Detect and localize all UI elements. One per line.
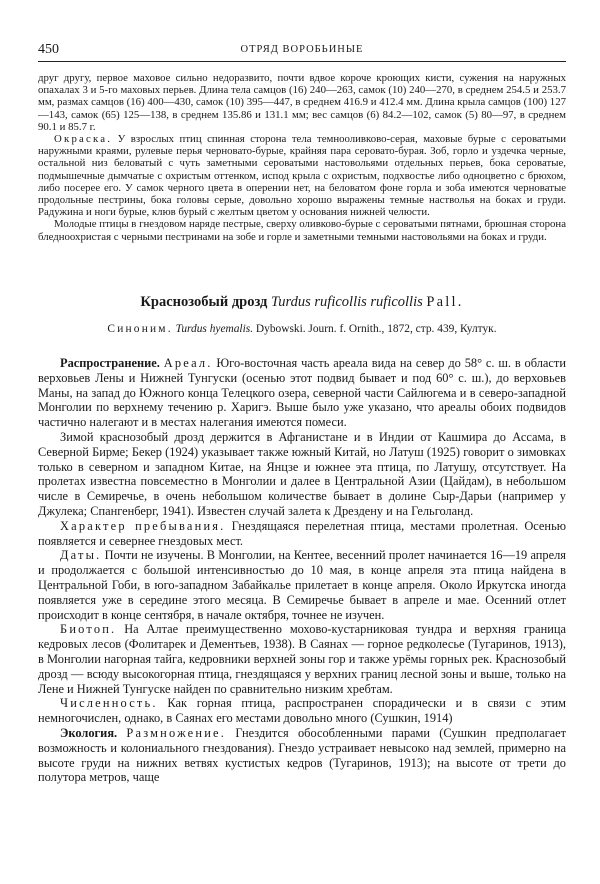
- ecology-paragraph: [38, 726, 566, 785]
- distribution-text: Юго-восточная часть ареала вида на север до 58° с. ш. в области верховьев Лены и Нижней Тунгуски (осенью этот подвид бывает и под 60° с. ш.), до верховьев Маны, на запад до Южного конца Телецкого озера, северной части Сайлюгема и в северо-западной Монголии по верхнему течению р. Харигэ. Выше было уже указано, что ареалы обоих подвидов частично налегают и в местах налегания имеются помеси.: [38, 356, 566, 430]
- coloration-paragraph: [38, 133, 566, 218]
- synonym-line: [38, 322, 566, 336]
- synonym-reference: Dybowski. Journ. f. Ornith., 1872, стр. 439, Култук.: [255, 323, 497, 335]
- species-latin-name: Turdus ruficollis ruficollis: [271, 294, 423, 310]
- header-rule: [38, 61, 566, 62]
- breeding-label: Размножение.: [126, 725, 227, 740]
- stay-label: Характер пребывания.: [60, 518, 226, 533]
- dates-label: Даты.: [60, 548, 102, 563]
- dates-text: Почти не изучены. В Монголии, на Кентее, весенний пролет начинается 16—19 апреля и продолжается с большой интенсивностью до 10 мая, в конце апреля эта птица найдена в Центральной Гоби, в юго-западном Забайкалье прилетает в конце апреля. Около Иркутска иногда появляется уже в середине этого месяца. В Семиречье бывает в апреле и мае. Осенний отлет происходит в конце сентября, в начале октября, точнее не изучен.: [38, 548, 566, 622]
- coloration-label: Окраска.: [54, 133, 113, 146]
- areal-label: Ареал.: [163, 356, 213, 370]
- synonym-name: Turdus hyemalis.: [175, 323, 254, 335]
- numbers-text: Как горная птица, распространен спорадически и в связи с этим немногочислен, однако, в Саянах его местами довольно много (Сушкин, 1914): [38, 696, 566, 726]
- page-header: [38, 40, 566, 60]
- biotope-label: Биотоп.: [60, 622, 117, 637]
- distribution-label: Распространение.: [60, 356, 160, 370]
- coloration-text: У взрослых птиц спинная сторона тела темнооливково-серая, маховые бурые с сероватыми наружными краями, рулевые перья черновато-бурые, крайняя пара серовато-бурая. Зоб, горло и уздечка черные, остальной низ беловатый с чуть заметными сероватыми настовольями отдельных перьев, бока сероватые, подмышечные дымчатые с охристым оттенком, испод крыла с охристым, подхвостье либо одноцветно с брюхом, либо посерее его. У самок черного цвета в оперении нет, на беловатом фоне горла и зоба имеются черноватые продольные пестрины, бока головы серые, довольно хорошо выражены темные настволья на боках и груди. Радужина и ноги бурые, клюв бурый с желтым цветом у основания нижней челюсти.: [38, 133, 566, 219]
- dates-paragraph: [38, 548, 566, 622]
- species-russian-name: Краснозобый дрозд: [140, 294, 268, 310]
- biotope-text: На Алтае преимущественно мохово-кустарниковая тундра и верхняя граница кедровых лесов (Фолитарек и Дементьев, 1938). В Саянах — горное редколесье (Тугаринов, 1913), в Монголии нагорная тайга, кедровники верхней зоны гор и также урёмы горных рек. Краснозобый дрозд — всюду высокогорная птица, гнездящаяся у верхних границ лесной зоны и выше, только на Лене и Нижней Тунгуске найден по сравнительно низким хребтам.: [38, 622, 566, 696]
- species-author: Pall.: [426, 294, 464, 310]
- numbers-label: Численность.: [60, 696, 158, 711]
- species-body: [38, 356, 566, 785]
- biotope-paragraph: [38, 622, 566, 696]
- ecology-label: Экология.: [60, 725, 118, 740]
- previous-species-text: [38, 72, 566, 243]
- synonym-label: Синоним.: [107, 323, 173, 335]
- species-title: [38, 294, 566, 311]
- numbers-paragraph: [38, 696, 566, 726]
- juvenile-paragraph: Молодые птицы в гнездовом наряде пестрые, сверху оливково-бурые с сероватыми пятнами, брюшная сторона бледноохристая с черными пестринами на зобе и горле и заметными темными настовольями на боках и груди.: [38, 218, 566, 243]
- page-number: 450: [38, 42, 59, 57]
- running-title: ОТРЯД ВОРОБЬИНЫЕ: [240, 44, 364, 55]
- measurements-paragraph: друг другу, первое маховое сильно недоразвито, почти вдвое короче кроющих кисти, сужения на наружных опахалах 3 и 5-го маховых перьев. Длина тела самцов (16) 240—263, самок (10) 240—270, в среднем 254.5 и 253.7 мм, размах самцов (16) 400—430, самок (10) 395—447, в среднем 416.9 и 412.4 мм. Длина крыла самцов (100) 127—143, самок (65) 125—138, в среднем 135.86 и 131.1 мм; вес самцов (6) 84.2—102, самок (5) 80—97, в среднем 90.1 и 85.7 г.: [38, 72, 566, 133]
- stay-text: Гнездящаяся перелетная птица, местами пролетная. Осенью появляется и севернее гнездовых мест.: [38, 518, 566, 548]
- distribution-paragraph: [38, 356, 566, 430]
- wintering-paragraph: Зимой краснозобый дрозд держится в Афганистане и в Индии от Кашмира до Ассама, в Северной Бирме; Бекер (1924) указывает также южный Китай, но Латуш (1925) говорит о зимовках только в северном и западном Китае, на Янцзе и южнее эта птица, по Латушу, отсутствует. На пролетах известна повсеместно в Монголии и далее в Центральной Азии (Цайдам), в небольшом числе в Семиречье, в очень небольшом количестве бывает в долине Сыр-Дарьи (например у Джулека; Спангенберг, 1941). Известен случай залета к Дрездену и на Гельголанд.: [38, 429, 566, 518]
- stay-paragraph: [38, 519, 566, 549]
- breeding-text: Гнездится обособленными парами (Сушкин предполагает возможность и колониального гнездования). Гнездо устраивает невысоко над землей, примерно на высоте груди на нижних ветвях кустистых кедров (Тугаринов, 1913); на высоте от трети до полутора метров, чаще: [38, 725, 566, 785]
